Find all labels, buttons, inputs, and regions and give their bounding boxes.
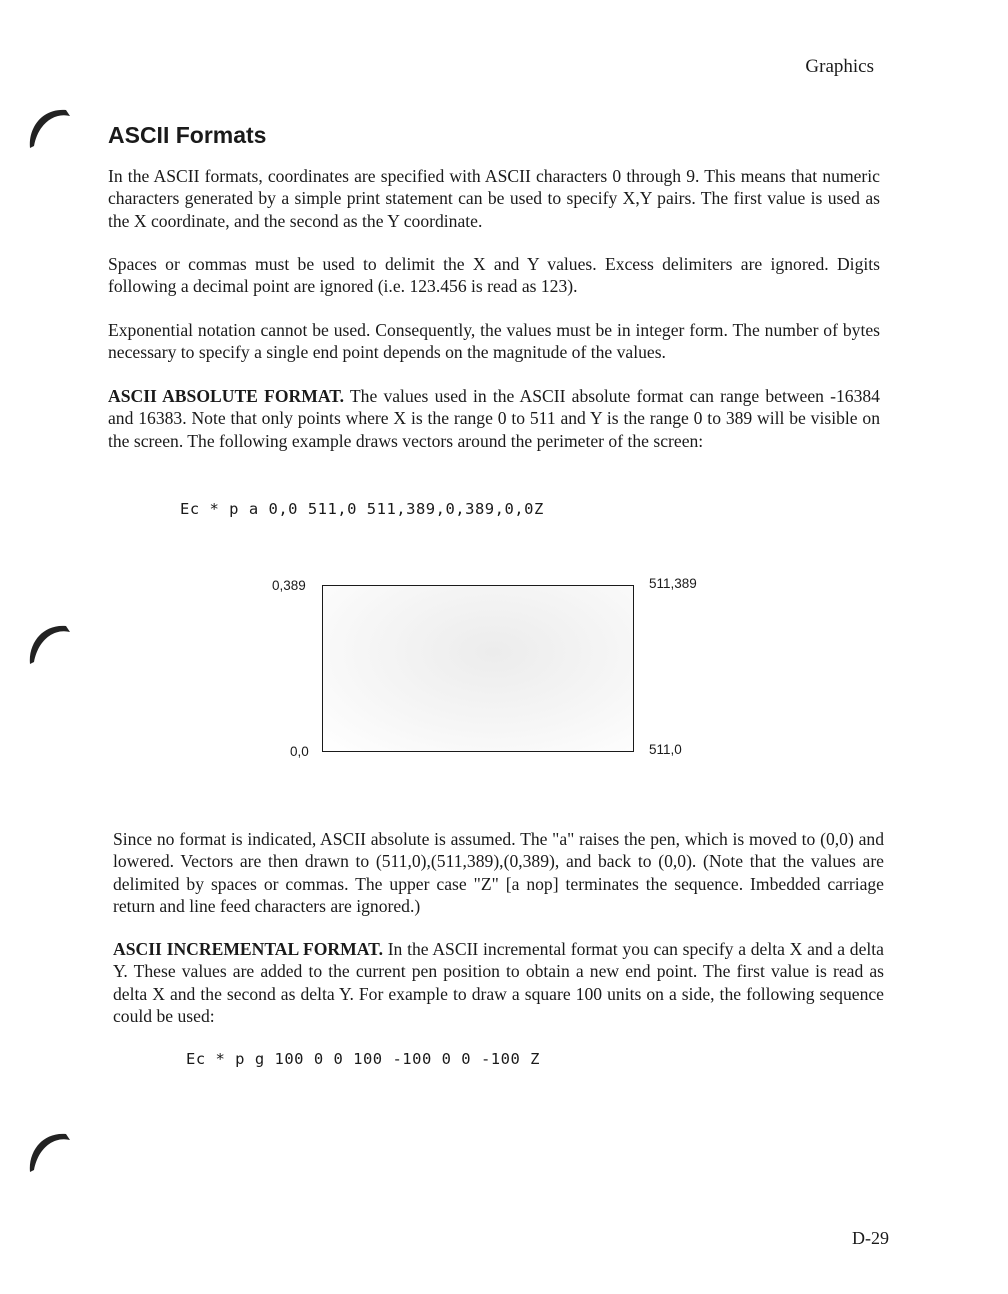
- running-header: Graphics: [805, 56, 874, 77]
- incremental-format-heading: ASCII INCREMENTAL FORMAT.: [113, 939, 383, 959]
- section-title: ASCII Formats: [108, 122, 267, 148]
- absolute-format-paragraph: [108, 385, 880, 452]
- binder-hole-mark-middle: [26, 618, 76, 668]
- page-number: D-29: [852, 1228, 889, 1248]
- incremental-format-example-code: Ec * p g 100 0 0 100 -100 0 0 -100 Z: [186, 1050, 540, 1068]
- label-bottom-left: 0,0: [290, 744, 309, 759]
- incremental-format-text: In the ASCII incremental format you can specify a delta X and a delta Y. These values are added to the current pen position to obtain a new end point. The first value is read as delta X and the second as delta Y. For example to draw a square 100 units on a side, the following sequence could be used:: [113, 939, 884, 1027]
- intro-paragraph: In the ASCII formats, coordinates are specified with ASCII characters 0 through 9. This means that numeric characters generated by a simple print statement can be used to specify X,Y pairs. The first value is used as the X coordinate, and the second as the Y coordinate.: [108, 166, 880, 231]
- screen-rectangle: [322, 585, 634, 752]
- absolute-format-example-code: Ec * p a 0,0 511,0 511,389,0,389,0,0Z: [180, 500, 544, 518]
- incremental-format-paragraph: [113, 938, 884, 1028]
- label-top-right: 511,389: [649, 576, 697, 591]
- absolute-format-text: The values used in the ASCII absolute format can range between -16384 and 16383. Note that only points where X is the range 0 to 511 and Y is the range 0 to 389 will be visible on the screen. The following example draws vectors around the perimeter of the screen:: [108, 386, 880, 451]
- absolute-format-heading: ASCII ABSOLUTE FORMAT.: [108, 386, 345, 406]
- absolute-format-explanation: Since no format is indicated, ASCII absolute is assumed. The "a" raises the pen, which is moved to (0,0) and lowered. Vectors are then drawn to (511,0),(511,389),(0,389), and back to (0,0). (Note that the values are delimited by spaces or commas. The upper case "Z" [a nop] terminates the sequence. Imbedded carriage return and line feed characters are ignored.): [113, 829, 884, 917]
- exponential-paragraph: Exponential notation cannot be used. Consequently, the values must be in integer form. The number of bytes necessary to specify a single end point depends on the magnitude of the values.: [108, 320, 880, 363]
- delimiters-paragraph: Spaces or commas must be used to delimit the X and Y values. Excess delimiters are ignored. Digits following a decimal point are ignored (i.e. 123.456 is read as 123).: [108, 254, 880, 297]
- binder-hole-mark-top: [26, 102, 76, 152]
- screen-perimeter-diagram: [260, 572, 720, 767]
- label-bottom-right: 511,0: [649, 742, 682, 757]
- label-top-left: 0,389: [272, 578, 306, 593]
- binder-hole-mark-bottom: [26, 1126, 76, 1176]
